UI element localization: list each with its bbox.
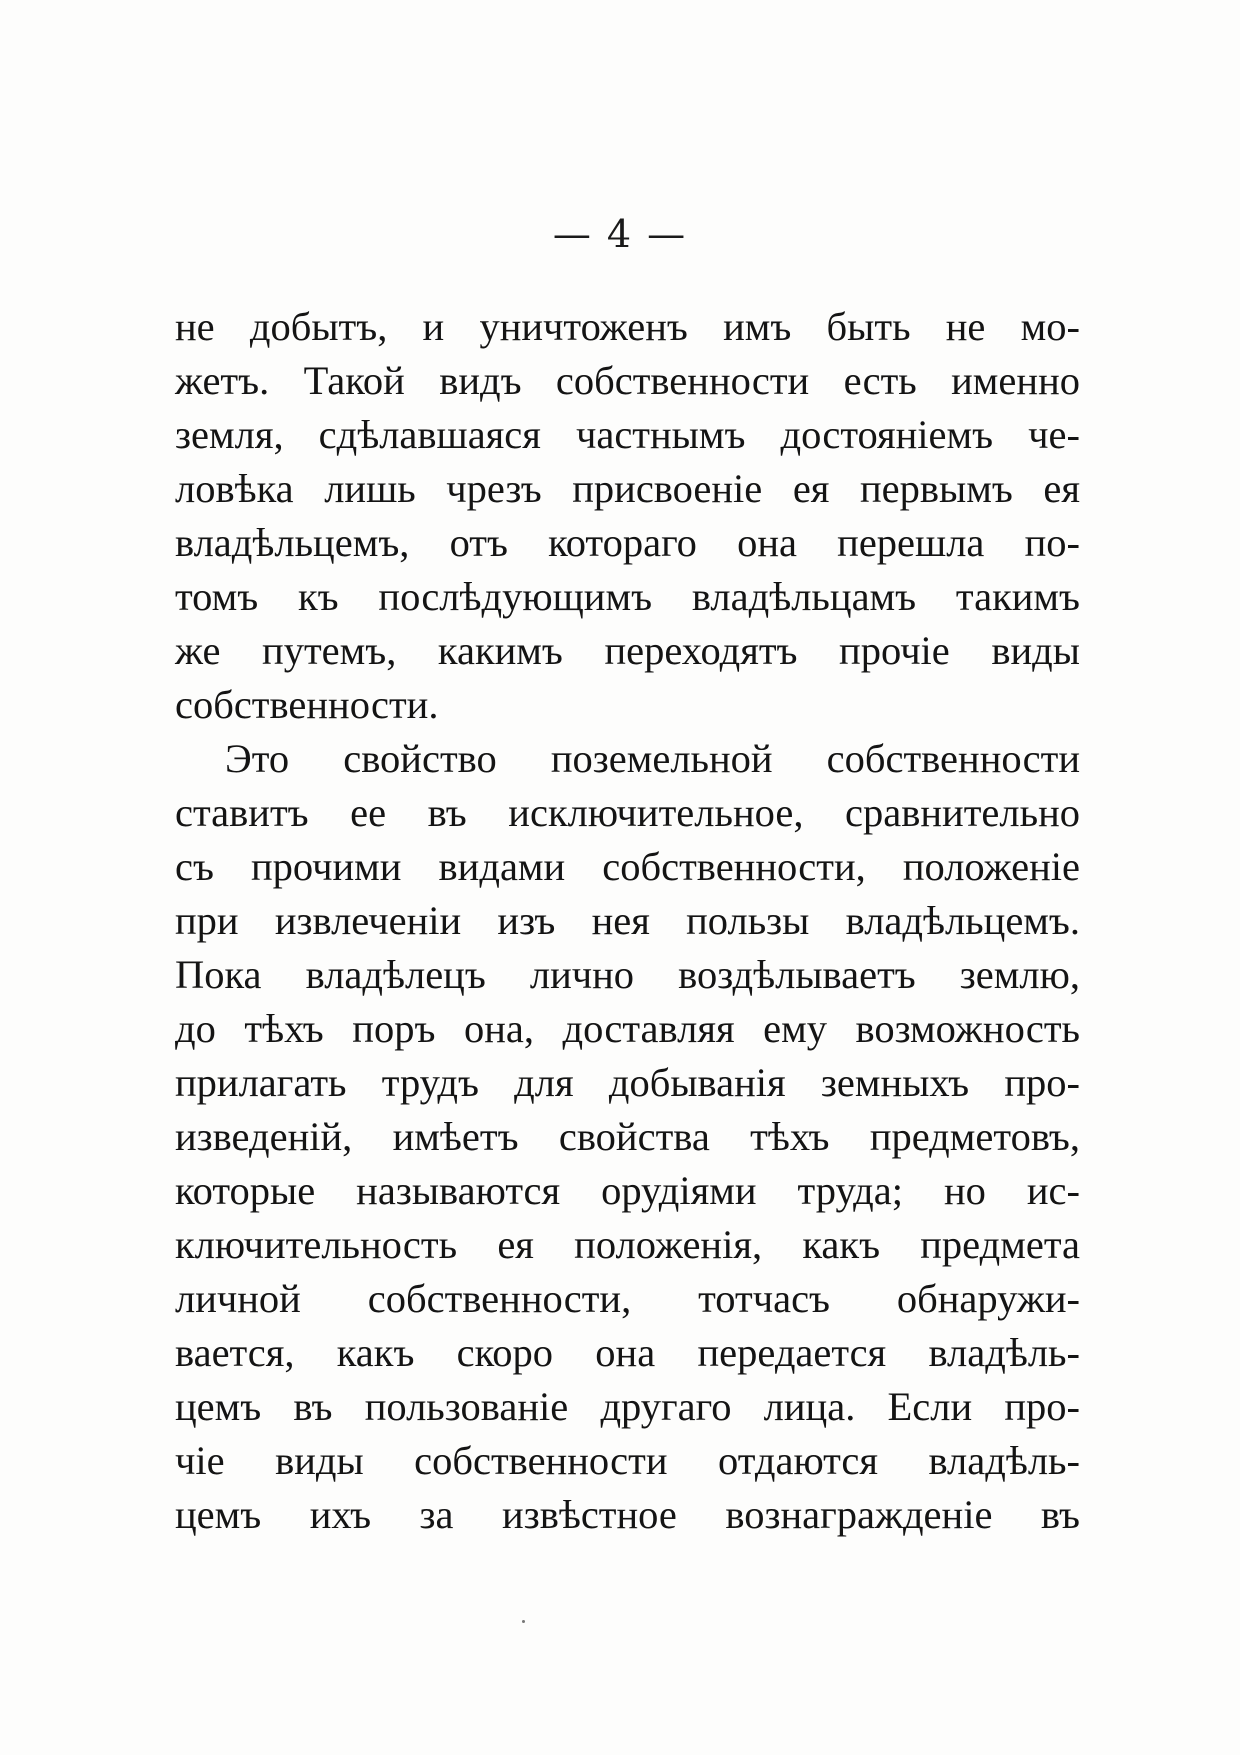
paragraph-end-line: собственности. <box>175 682 439 727</box>
text-line: владѣльцемъ, отъ котораго она перешла по- <box>175 520 1080 565</box>
text-line: Пока владѣлецъ лично воздѣлываетъ землю, <box>175 952 1080 997</box>
text-line: которые называются орудіями труда; но ис- <box>175 1168 1080 1213</box>
text-line: ловѣка лишь чрезъ присвоеніе ея первымъ ея <box>175 466 1080 511</box>
text-line: томъ къ послѣдующимъ владѣльцамъ такимъ <box>175 574 1080 619</box>
text-line: прилагать трудъ для добыванія земныхъ про- <box>175 1060 1080 1105</box>
text-line: же путемъ, какимъ переходятъ прочіе виды <box>175 628 1080 673</box>
paragraph-start-line: Это свойство поземельной собственности <box>225 736 1080 781</box>
text-line: ключительность ея положенія, какъ предмета <box>175 1222 1080 1267</box>
text-line: изведеній, имѣетъ свойства тѣхъ предметовъ, <box>175 1114 1080 1159</box>
text-line: вается, какъ скоро она передается владѣль- <box>175 1330 1080 1375</box>
text-line: ставитъ ее въ исключительное, сравнительно <box>175 790 1080 835</box>
text-line: съ прочими видами собственности, положеніе <box>175 844 1080 889</box>
text-line: жетъ. Такой видъ собственности есть именно <box>175 358 1080 403</box>
text-line: цемъ въ пользованіе другаго лица. Если про- <box>175 1384 1080 1429</box>
text-line: при извлеченіи изъ нея пользы владѣльцемъ. <box>175 898 1080 943</box>
text-line: чіе виды собственности отдаются владѣль- <box>175 1438 1080 1483</box>
text-line: личной собственности, тотчасъ обнаружи- <box>175 1276 1080 1321</box>
text-line: земля, сдѣлавшаяся частнымъ достояніемъ че- <box>175 412 1080 457</box>
text-line: цемъ ихъ за извѣстное вознагражденіе въ <box>175 1492 1080 1537</box>
text-line: не добытъ, и уничтоженъ имъ быть не мо- <box>175 304 1080 349</box>
text-line: до тѣхъ поръ она, доставляя ему возможность <box>175 1006 1080 1051</box>
scan-speck <box>522 1620 525 1623</box>
body-text <box>175 300 1080 1542</box>
page-number: — 4 — <box>552 212 688 256</box>
